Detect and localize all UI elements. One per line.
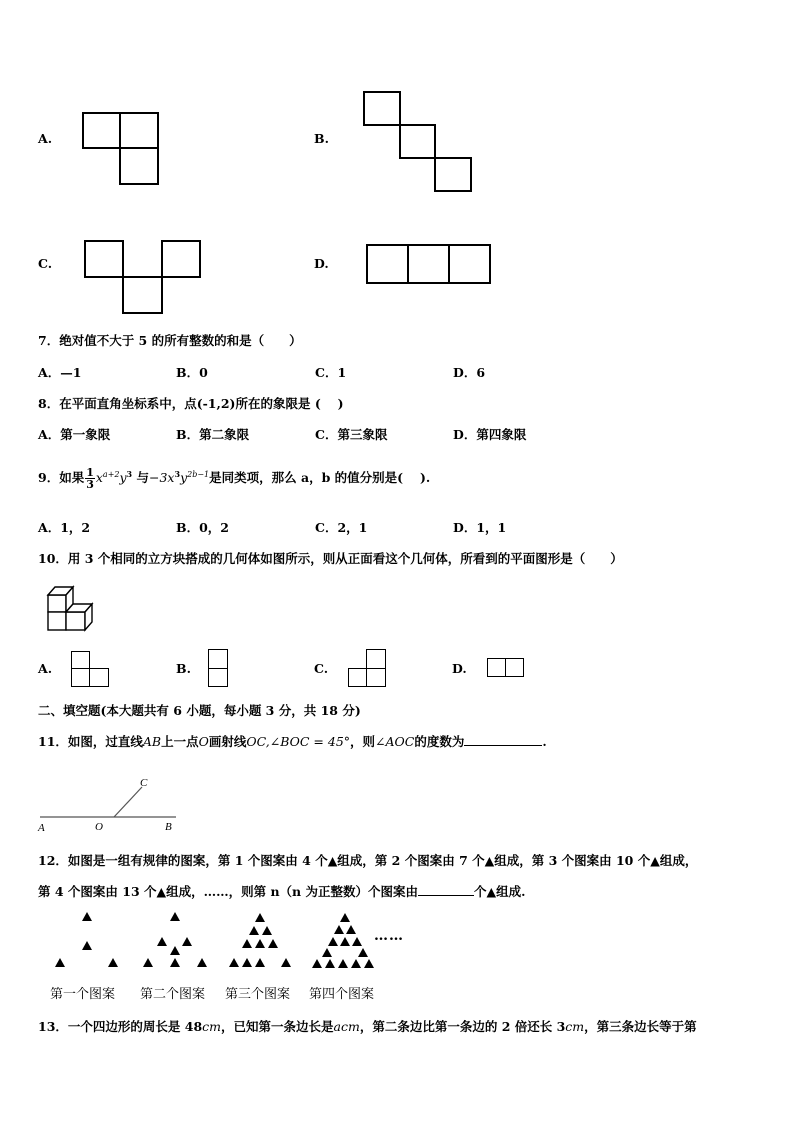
q8-option-a: A．第一象限 bbox=[38, 427, 111, 442]
q10-option-d-label: D. bbox=[452, 661, 467, 676]
q12-ellipsis: …… bbox=[374, 928, 404, 944]
section-2-title: 二、填空题(本大题共有 6 小题，每小题 3 分，共 18 分) bbox=[38, 703, 361, 718]
q8-option-b: B．第二象限 bbox=[176, 427, 250, 442]
q9-option-b: B．0，2 bbox=[176, 520, 229, 535]
q9-fraction: $\frac{1}{3}$ bbox=[86, 466, 94, 492]
q12-caption-2: 第二个图案 bbox=[140, 987, 206, 1002]
q11-stem: 11．如图，过直线AB上一点O画射线OC,∠BOC = 45°，则∠AOC的度数为 . bbox=[38, 734, 547, 749]
q6-option-a-label: A. bbox=[38, 131, 53, 146]
q8-option-c: C．第三象限 bbox=[315, 427, 388, 442]
q8-stem: 8．在平面直角坐标系中，点(-1,2)所在的象限是 ( ) bbox=[38, 396, 344, 411]
question-13: 13．一个四边形的周长是 48cm，已知第一条边长是acm，第二条边比第一条边的 2 倍还长 3cm，第三条边长等于第 bbox=[38, 1019, 697, 1034]
q12-line-2: 第 4 个图案由 13 个▲组成，……，则第 n（n 为正整数）个图案由 个▲组成. bbox=[38, 884, 526, 899]
q10-option-a-label: A. bbox=[38, 661, 53, 676]
q12-caption-3: 第三个图案 bbox=[225, 987, 291, 1002]
q10-cubes-figure bbox=[46, 583, 100, 633]
q9-option-a: A．1，2 bbox=[38, 520, 91, 535]
q11-label-o: O bbox=[95, 821, 103, 833]
q8-option-d: D．第四象限 bbox=[453, 427, 527, 442]
q11-label-b: B bbox=[165, 821, 172, 833]
q9-prefix: 9．如果 bbox=[38, 470, 85, 486]
q7-option-c: C．1 bbox=[315, 365, 347, 380]
q7-option-a: A．—1 bbox=[38, 365, 82, 380]
q11-label-c: C bbox=[140, 777, 148, 789]
q10-stem: 10．用 3 个相同的立方块搭成的几何体如图所示，则从正面看这个几何体，所看到的平面图形是（ ） bbox=[38, 551, 623, 566]
q6-option-c-label: C. bbox=[38, 256, 53, 271]
q6-option-b-label: B. bbox=[314, 131, 329, 146]
q9-stem: 9．如果 $\frac{1}{3}$ $x^{a+2}y^3$ 与$-3x^3y^{2b-1}$是同类项，那么 a，b 的值分别是( ). bbox=[38, 466, 431, 492]
q12-answer-blank[interactable] bbox=[418, 895, 474, 896]
q6-option-d-label: D. bbox=[314, 256, 329, 271]
q7-stem: 7．绝对值不大于 5 的所有整数的和是（ ） bbox=[38, 333, 302, 348]
q9-option-c: C．2，1 bbox=[315, 520, 368, 535]
q7-option-d: D．6 bbox=[453, 365, 486, 380]
q7-option-b: B．0 bbox=[176, 365, 208, 380]
q10-option-c-label: C. bbox=[314, 661, 329, 676]
q12-caption-4: 第四个图案 bbox=[309, 987, 375, 1002]
q9-option-d: D．1，1 bbox=[453, 520, 507, 535]
q11-answer-blank[interactable] bbox=[464, 745, 542, 746]
q12-line-1: 12．如图是一组有规律的图案，第 1 个图案由 4 个▲组成，第 2 个图案由 7 个▲组成，第 3 个图案由 10 个▲组成， bbox=[38, 853, 698, 868]
q11-label-a: A bbox=[38, 822, 45, 834]
q10-option-b-label: B. bbox=[176, 661, 191, 676]
q9-suffix: 是同类项，那么 a，b 的值分别是( ). bbox=[209, 470, 431, 486]
q12-caption-1: 第一个图案 bbox=[50, 987, 116, 1002]
q11-figure bbox=[36, 772, 186, 834]
